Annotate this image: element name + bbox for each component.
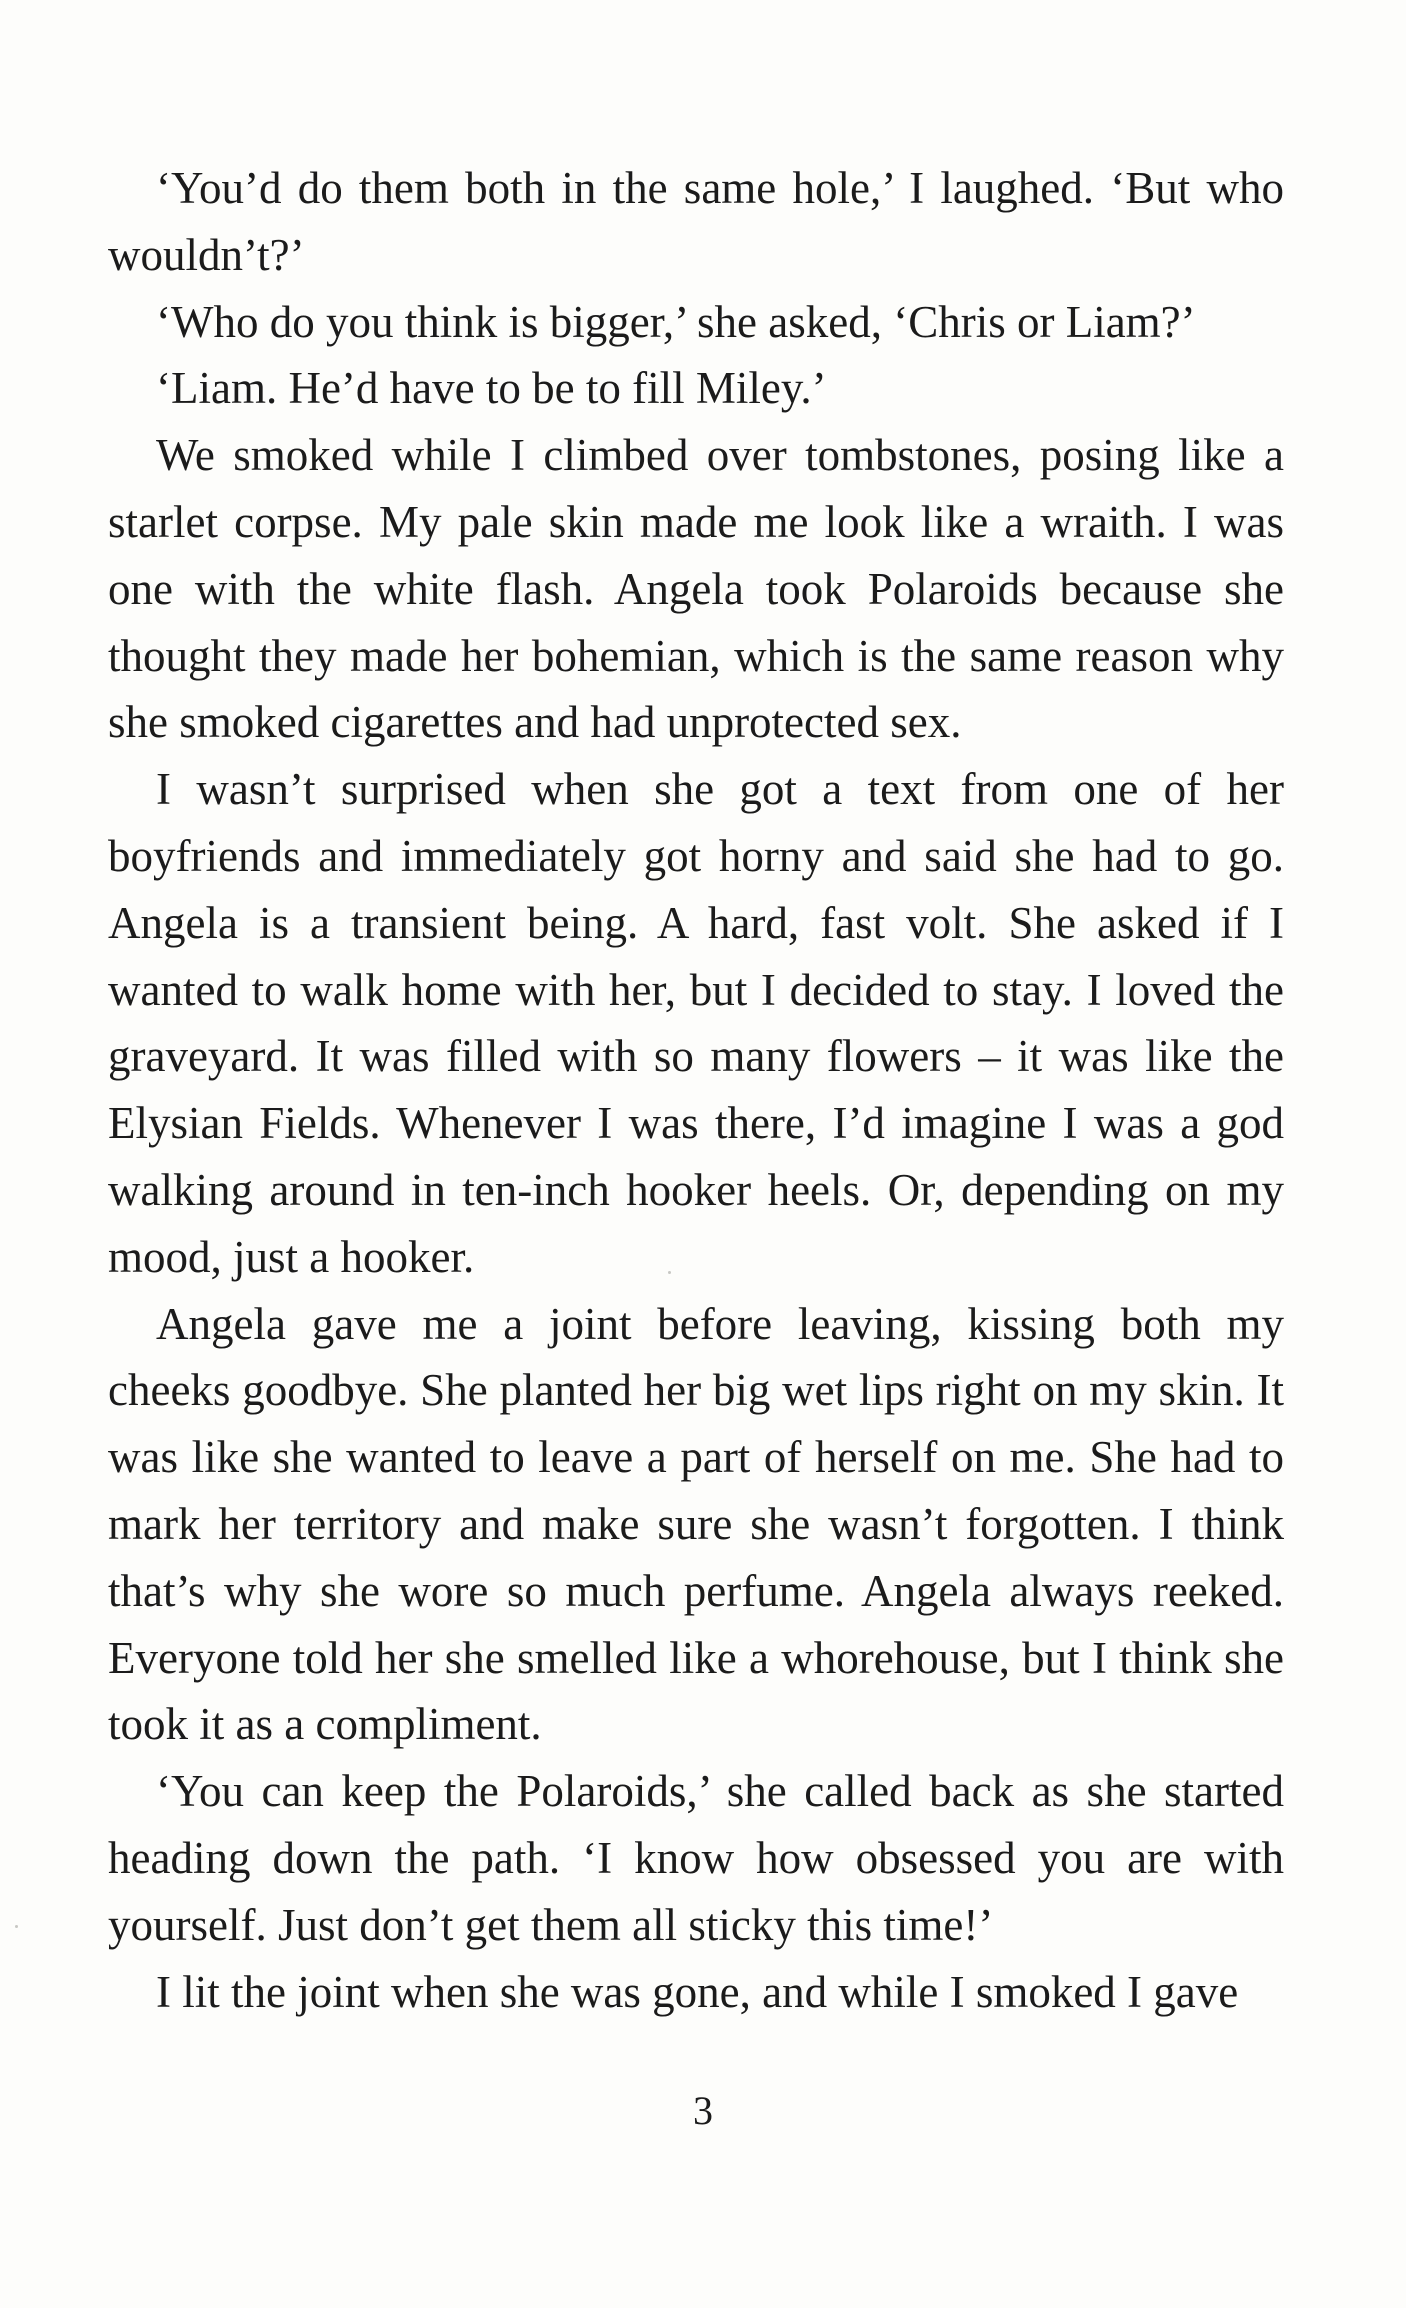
paragraph: We smoked while I climbed over tombstones, posing like a starlet corpse. My pale skin made me look like a wraith. I was one with the white flash. Angela took Polaroids because she thought they made her bohemian, which is the same reason why she smoked cigarettes and had unprotected sex.	[108, 430, 1284, 748]
page-number: 3	[693, 2088, 713, 2133]
paragraph: ‘You’d do them both in the same hole,’ I laughed. ‘But who wouldn’t?’	[108, 163, 1284, 280]
paragraph: ‘Who do you think is bigger,’ she asked, ‘Chris or Liam?’	[156, 296, 1196, 347]
paper-speck	[15, 1925, 18, 1928]
paragraph: I wasn’t surprised when she got a text from one of her boyfriends and immediately got horny and said she had to go. Angela is a transient being. A hard, fast volt. She asked if I wanted to walk home with her, but I decided to stay. I loved the graveyard. It was filled with so many flowers – it was like the Elysian Fields. Whenever I was there, I’d imagine I was a god walking around in ten-inch hooker heels. Or, depending on my mood, just a hooker.	[108, 764, 1284, 1282]
paragraph: I lit the joint when she was gone, and while I smoked I gave	[156, 1966, 1239, 2017]
paragraph: ‘You can keep the Polaroids,’ she called back as she started heading down the path. ‘I know how obsessed you are with yourself. Just don’t get them all sticky this time!’	[108, 1766, 1284, 1950]
paragraph: ‘Liam. He’d have to be to fill Miley.’	[156, 363, 827, 414]
paper-speck	[668, 1271, 671, 1274]
paragraph: Angela gave me a joint before leaving, kissing both my cheeks goodbye. She planted her big wet lips right on my skin. It was like she wanted to leave a part of herself on me. She had to mark her territory and make sure she wasn’t forgotten. I think that’s why she wore so much perfume. Angela always reeked. Everyone told her she smelled like a whorehouse, but I think she took it as a compliment.	[108, 1298, 1284, 1750]
body-text	[108, 155, 1284, 2025]
